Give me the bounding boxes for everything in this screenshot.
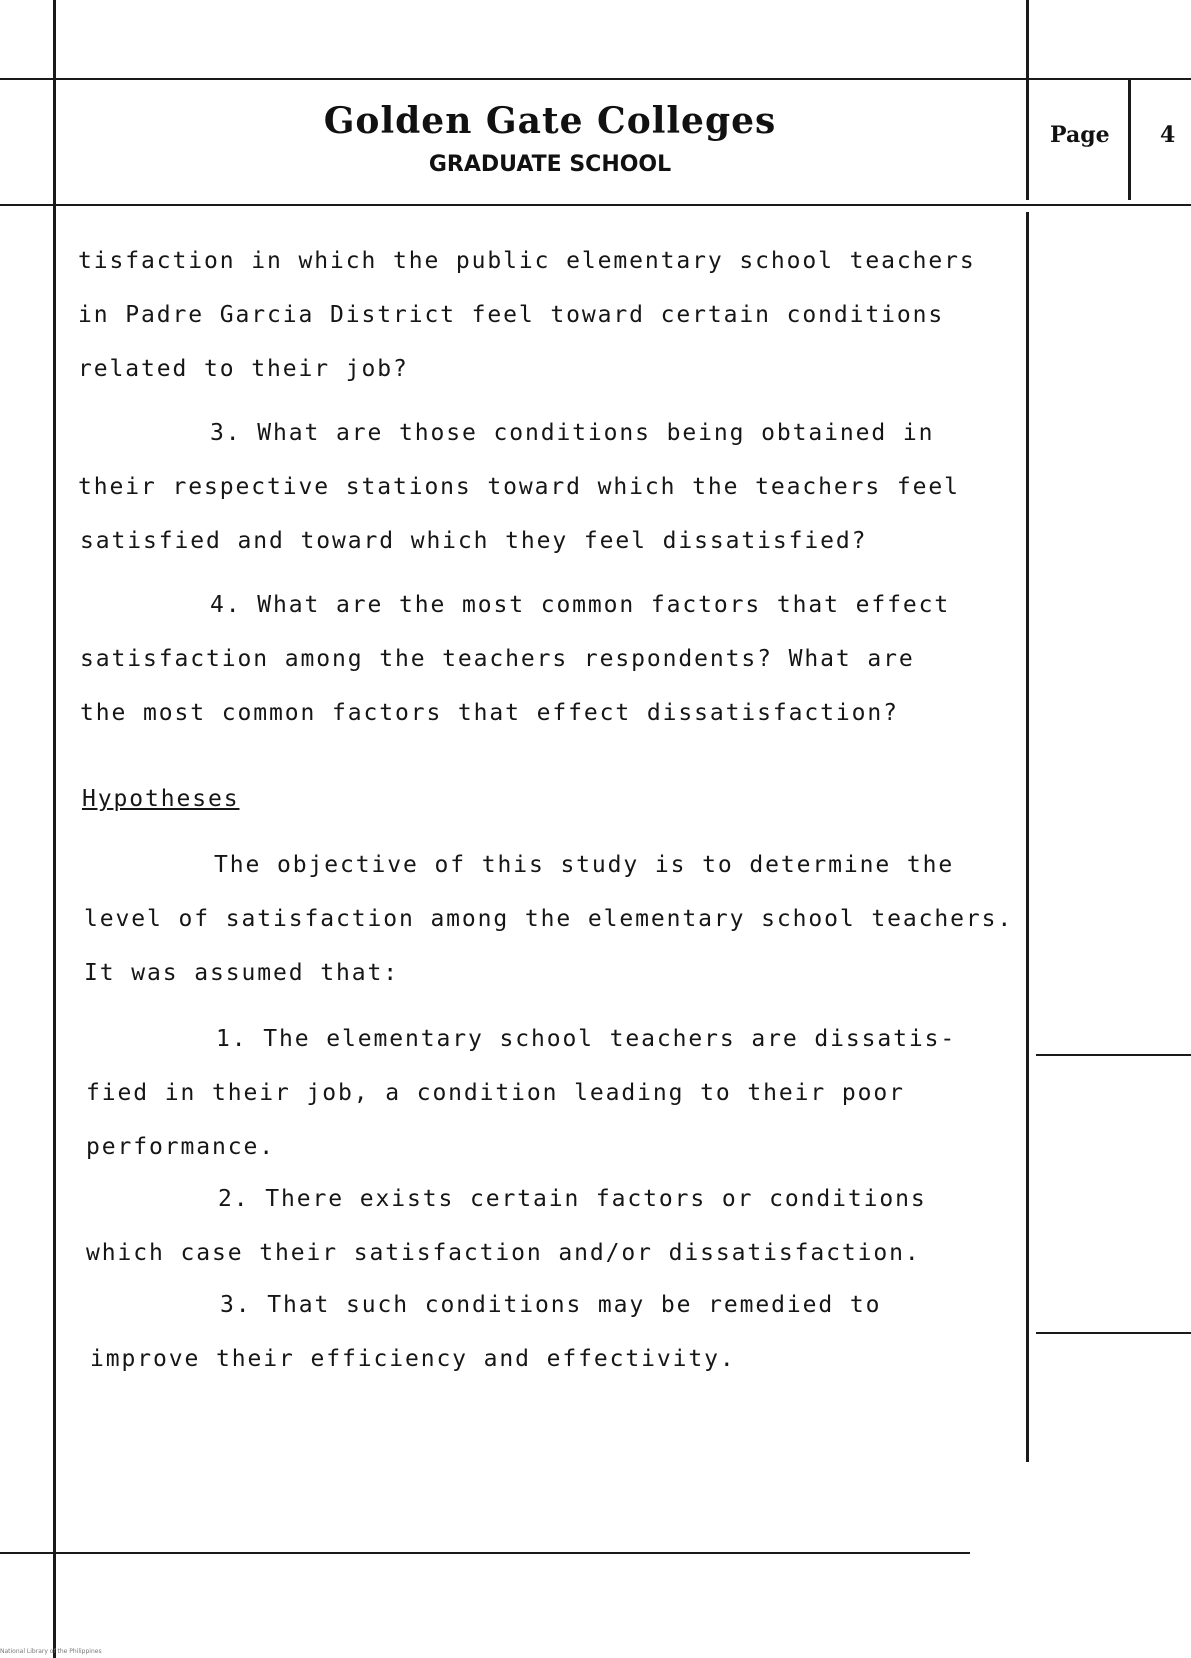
text-line: 4. What are the most common factors that effect <box>210 592 951 618</box>
footer-rule <box>0 1552 970 1554</box>
text-line: The objective of this study is to determine the <box>214 852 955 878</box>
text-line: which case their satisfaction and/or dissatisfaction. <box>86 1240 921 1266</box>
text-line: their respective stations toward which the teachers feel <box>78 474 960 500</box>
section-heading: Hypotheses <box>82 786 240 812</box>
header-bottom-rule <box>0 204 1191 206</box>
text-line: satisfied and toward which they feel dissatisfied? <box>80 528 868 554</box>
header-top-rule <box>0 78 1191 80</box>
text-line: the most common factors that effect dissatisfaction? <box>80 700 899 726</box>
text-line: fied in their job, a condition leading to their poor <box>86 1080 905 1106</box>
right-margin-rule-top <box>1026 0 1029 200</box>
text-line: level of satisfaction among the elementary school teachers. <box>84 906 1014 932</box>
right-tick-rule-2 <box>1036 1332 1191 1334</box>
right-margin-rule-body <box>1026 212 1029 1462</box>
text-line: performance. <box>86 1134 275 1160</box>
page-label: Page <box>1050 122 1110 148</box>
text-line: 3. That such conditions may be remedied to <box>220 1292 882 1318</box>
text-line: related to their job? <box>78 356 409 382</box>
left-margin-rule <box>53 0 56 1658</box>
page-number: 4 <box>1160 122 1176 148</box>
text-line: tisfaction in which the public elementary school teachers <box>78 248 976 274</box>
institution-name: Golden Gate Colleges <box>323 100 777 142</box>
page-box-divider <box>1128 78 1131 200</box>
text-line: in Padre Garcia District feel toward certain conditions <box>78 302 945 328</box>
text-line: satisfaction among the teachers respondents? What are <box>80 646 915 672</box>
text-line: 3. What are those conditions being obtained in <box>210 420 935 446</box>
text-line: 1. The elementary school teachers are dissatis- <box>216 1026 957 1052</box>
text-line: 2. There exists certain factors or conditions <box>218 1186 927 1212</box>
right-tick-rule-1 <box>1036 1054 1191 1056</box>
text-line: improve their efficiency and effectivity. <box>90 1346 736 1372</box>
scan-footer-note: National Library of the Philippines <box>0 1648 102 1655</box>
school-name: GRADUATE SCHOOL <box>428 152 672 177</box>
text-line: It was assumed that: <box>84 960 399 986</box>
